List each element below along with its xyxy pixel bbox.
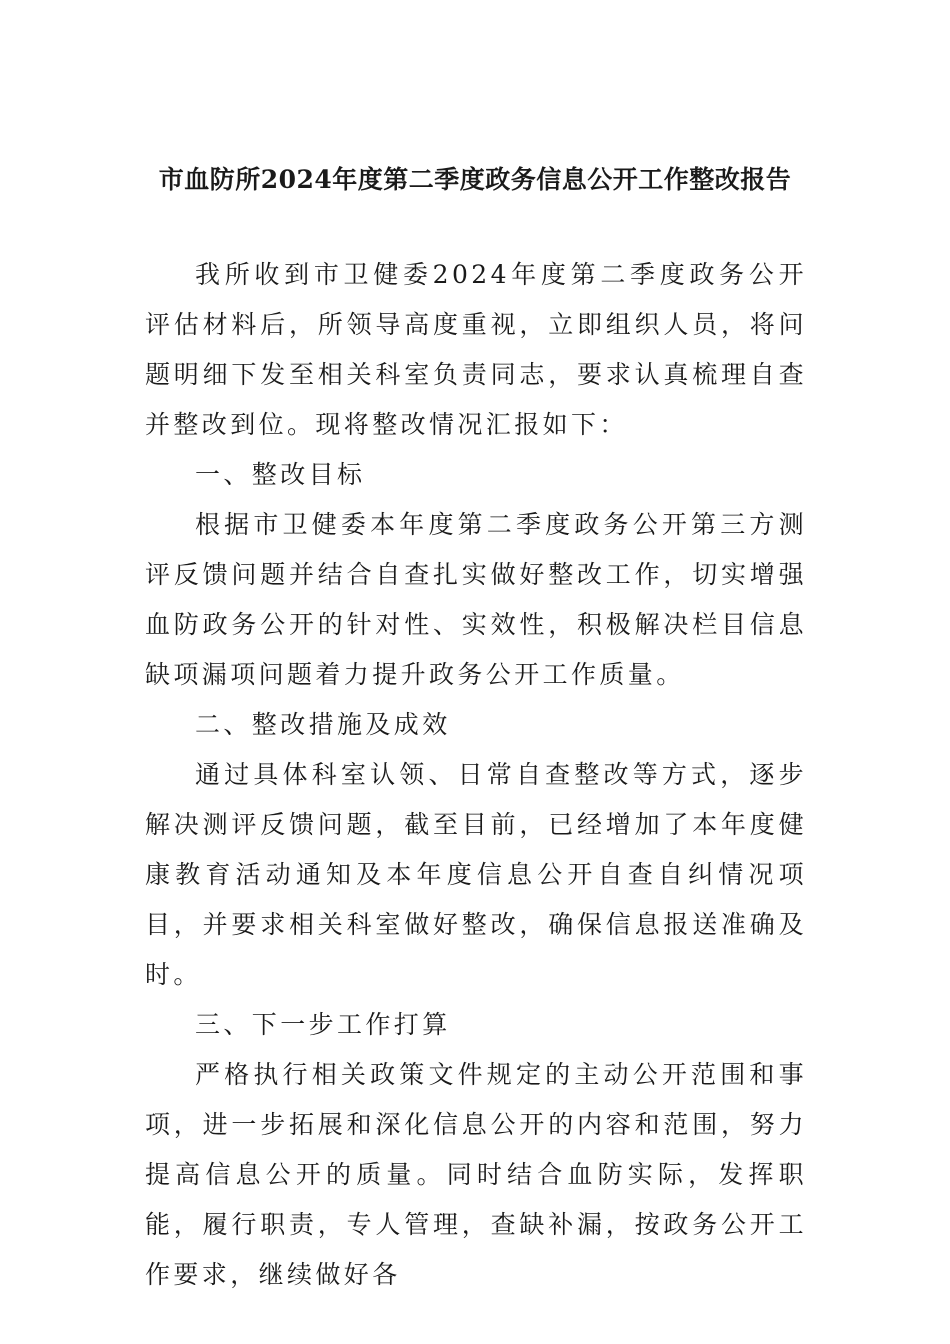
section-heading-measures: 二、整改措施及成效 (195, 710, 451, 739)
document-title: 市血防所2024年度第二季度政务信息公开工作整改报告 (158, 165, 792, 194)
document-body (145, 250, 807, 1300)
section-body-next-steps: 严格执行相关政策文件规定的主动公开范围和事项，进一步拓展和深化信息公开的内容和范围，努力提高信息公开的质量。同时结合血防实际，发挥职能，履行职责，专人管理，查缺补漏，按政务公开工作要求，继续做好各 (145, 1060, 807, 1289)
section-heading-goal: 一、整改目标 (195, 460, 366, 489)
section-body-goal: 根据市卫健委本年度第二季度政务公开第三方测评反馈问题并结合自查扎实做好整改工作，切实增强血防政务公开的针对性、实效性，积极解决栏目信息缺项漏项问题着力提升政务公开工作质量。 (145, 510, 807, 689)
section-heading-next-steps: 三、下一步工作打算 (195, 1010, 451, 1039)
intro-paragraph: 我所收到市卫健委2024年度第二季度政务公开评估材料后，所领导高度重视，立即组织人员，将问题明细下发至相关科室负责同志，要求认真梳理自查并整改到位。现将整改情况汇报如下： (145, 260, 807, 439)
section-body-measures: 通过具体科室认领、日常自查整改等方式，逐步解决测评反馈问题，截至目前，已经增加了本年度健康教育活动通知及本年度信息公开自查自纠情况项目，并要求相关科室做好整改，确保信息报送准确及时。 (145, 760, 807, 989)
